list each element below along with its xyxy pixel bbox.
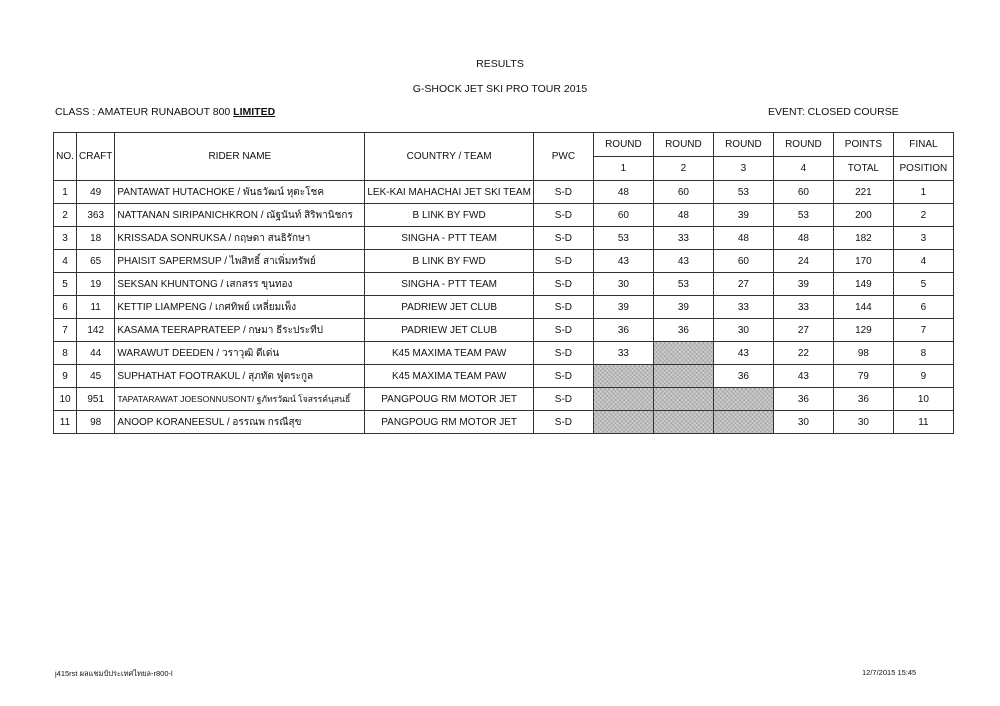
cell-round-1	[593, 365, 653, 388]
cell-round-2: 43	[653, 250, 713, 273]
cell-rider-name: TAPATARAWAT JOESONNUSONT/ ฐภัทรวัฒน์ โจสรรค์นุสนธิ์	[115, 388, 365, 411]
cell-pwc: S-D	[533, 342, 593, 365]
cell-country-team: B LINK BY FWD	[365, 204, 534, 227]
cell-round-4: 60	[773, 181, 833, 204]
cell-round-1: 60	[593, 204, 653, 227]
cell-no: 3	[54, 227, 77, 250]
cell-round-2	[653, 342, 713, 365]
cell-round-1: 48	[593, 181, 653, 204]
cell-round-2	[653, 365, 713, 388]
table-row	[54, 296, 954, 319]
event-label: EVENT: CLOSED COURSE	[768, 106, 899, 118]
header-points: POINTS	[833, 133, 893, 157]
header-pwc: PWC	[533, 133, 593, 181]
cell-final-position: 11	[893, 411, 953, 434]
cell-final-position: 6	[893, 296, 953, 319]
cell-final-position: 1	[893, 181, 953, 204]
class-prefix: CLASS : AMATEUR RUNABOUT 800	[55, 106, 231, 118]
cell-no: 2	[54, 204, 77, 227]
cell-rider-name: ANOOP KORANEESUL / อรรณพ กรณีสุข	[115, 411, 365, 434]
cell-rider-name: KRISSADA SONRUKSA / กฤษดา สนธิรักษา	[115, 227, 365, 250]
cell-rider-name: NATTANAN SIRIPANICHKRON / ณัฐนันท์ สิริพานิชกร	[115, 204, 365, 227]
cell-round-3: 27	[713, 273, 773, 296]
cell-points-total: 79	[833, 365, 893, 388]
cell-rider-name: SUPHATHAT FOOTRAKUL / สุภทัต ฟูตระกูล	[115, 365, 365, 388]
header-no: NO.	[54, 133, 77, 181]
cell-no: 9	[54, 365, 77, 388]
table-row	[54, 411, 954, 434]
cell-country-team: PADRIEW JET CLUB	[365, 319, 534, 342]
cell-round-3	[713, 388, 773, 411]
cell-points-total: 30	[833, 411, 893, 434]
cell-craft: 19	[77, 273, 115, 296]
cell-country-team: B LINK BY FWD	[365, 250, 534, 273]
header-country-team: COUNTRY / TEAM	[365, 133, 534, 181]
cell-round-4: 43	[773, 365, 833, 388]
cell-round-1: 36	[593, 319, 653, 342]
cell-craft: 951	[77, 388, 115, 411]
cell-round-1: 53	[593, 227, 653, 250]
cell-no: 6	[54, 296, 77, 319]
footer-file-label: j415rst ผลแชมป์ประเทศไทยล-r800-l	[55, 669, 173, 678]
header-row-top	[54, 133, 954, 157]
cell-rider-name: WARAWUT DEEDEN / วราวุฒิ ดีเด่น	[115, 342, 365, 365]
cell-country-team: SINGHA - PTT TEAM	[365, 227, 534, 250]
cell-final-position: 2	[893, 204, 953, 227]
cell-points-total: 221	[833, 181, 893, 204]
cell-round-4: 48	[773, 227, 833, 250]
cell-country-team: K45 MAXIMA TEAM PAW	[365, 342, 534, 365]
table-row	[54, 204, 954, 227]
cell-no: 1	[54, 181, 77, 204]
cell-no: 8	[54, 342, 77, 365]
cell-pwc: S-D	[533, 204, 593, 227]
header-position: POSITION	[893, 157, 953, 181]
cell-round-1	[593, 411, 653, 434]
table-row	[54, 342, 954, 365]
table-row	[54, 365, 954, 388]
cell-final-position: 5	[893, 273, 953, 296]
cell-round-2: 33	[653, 227, 713, 250]
cell-round-1: 33	[593, 342, 653, 365]
cell-final-position: 3	[893, 227, 953, 250]
cell-craft: 44	[77, 342, 115, 365]
header-round-2: ROUND	[653, 133, 713, 157]
cell-craft: 65	[77, 250, 115, 273]
cell-round-3: 60	[713, 250, 773, 273]
class-suffix: LIMITED	[233, 106, 276, 118]
cell-country-team: SINGHA - PTT TEAM	[365, 273, 534, 296]
cell-points-total: 149	[833, 273, 893, 296]
cell-round-3: 43	[713, 342, 773, 365]
cell-round-3: 39	[713, 204, 773, 227]
cell-rider-name: KETTIP LIAMPENG / เกศทิพย์ เหลี่ยมเพ็ง	[115, 296, 365, 319]
header-round-num-1: 1	[593, 157, 653, 181]
cell-round-1: 30	[593, 273, 653, 296]
cell-no: 7	[54, 319, 77, 342]
cell-craft: 18	[77, 227, 115, 250]
results-body	[54, 181, 954, 434]
cell-round-3: 53	[713, 181, 773, 204]
cell-craft: 363	[77, 204, 115, 227]
cell-rider-name: PANTAWAT HUTACHOKE / พันธวัฒน์ หุตะโชค	[115, 181, 365, 204]
cell-points-total: 98	[833, 342, 893, 365]
cell-round-4: 53	[773, 204, 833, 227]
cell-country-team: PANGPOUG RM MOTOR JET	[365, 411, 534, 434]
cell-craft: 49	[77, 181, 115, 204]
cell-round-1	[593, 388, 653, 411]
cell-pwc: S-D	[533, 296, 593, 319]
cell-round-4: 30	[773, 411, 833, 434]
cell-final-position: 9	[893, 365, 953, 388]
cell-country-team: LEK-KAI MAHACHAI JET SKI TEAM	[365, 181, 534, 204]
cell-points-total: 36	[833, 388, 893, 411]
cell-pwc: S-D	[533, 411, 593, 434]
cell-round-4: 36	[773, 388, 833, 411]
header-round-num-3: 3	[713, 157, 773, 181]
header-final: FINAL	[893, 133, 953, 157]
cell-rider-name: PHAISIT SAPERMSUP / ไพสิทธิ์ สาเพิ่มทรัพย์	[115, 250, 365, 273]
cell-points-total: 129	[833, 319, 893, 342]
cell-final-position: 7	[893, 319, 953, 342]
cell-pwc: S-D	[533, 319, 593, 342]
cell-round-2: 36	[653, 319, 713, 342]
cell-round-4: 22	[773, 342, 833, 365]
cell-no: 11	[54, 411, 77, 434]
cell-points-total: 200	[833, 204, 893, 227]
cell-round-1: 39	[593, 296, 653, 319]
cell-round-2	[653, 411, 713, 434]
cell-craft: 142	[77, 319, 115, 342]
table-row	[54, 388, 954, 411]
cell-pwc: S-D	[533, 227, 593, 250]
cell-round-2: 60	[653, 181, 713, 204]
class-label	[55, 106, 275, 118]
cell-pwc: S-D	[533, 273, 593, 296]
header-round-3: ROUND	[713, 133, 773, 157]
cell-round-4: 33	[773, 296, 833, 319]
cell-round-4: 39	[773, 273, 833, 296]
cell-points-total: 144	[833, 296, 893, 319]
cell-craft: 98	[77, 411, 115, 434]
cell-pwc: S-D	[533, 250, 593, 273]
table-row	[54, 227, 954, 250]
cell-no: 5	[54, 273, 77, 296]
cell-round-3: 48	[713, 227, 773, 250]
header-craft: CRAFT	[77, 133, 115, 181]
cell-round-2: 48	[653, 204, 713, 227]
cell-round-4: 24	[773, 250, 833, 273]
cell-no: 10	[54, 388, 77, 411]
cell-no: 4	[54, 250, 77, 273]
header-rider-name: RIDER NAME	[115, 133, 365, 181]
table-row	[54, 181, 954, 204]
cell-round-2: 53	[653, 273, 713, 296]
table-row	[54, 319, 954, 342]
cell-craft: 11	[77, 296, 115, 319]
cell-round-2	[653, 388, 713, 411]
cell-final-position: 4	[893, 250, 953, 273]
footer-timestamp: 12/7/2015 15:45	[862, 668, 917, 677]
header-round-4: ROUND	[773, 133, 833, 157]
header-total: TOTAL	[833, 157, 893, 181]
cell-round-3: 33	[713, 296, 773, 319]
cell-craft: 45	[77, 365, 115, 388]
cell-final-position: 10	[893, 388, 953, 411]
header-round-1: ROUND	[593, 133, 653, 157]
table-row	[54, 273, 954, 296]
header-round-num-4: 4	[773, 157, 833, 181]
cell-round-3: 30	[713, 319, 773, 342]
cell-round-1: 43	[593, 250, 653, 273]
cell-rider-name: KASAMA TEERAPRATEEP / กษมา ธีระประทีป	[115, 319, 365, 342]
cell-pwc: S-D	[533, 181, 593, 204]
cell-final-position: 8	[893, 342, 953, 365]
cell-round-4: 27	[773, 319, 833, 342]
cell-round-3: 36	[713, 365, 773, 388]
results-table	[53, 132, 954, 434]
table-row	[54, 250, 954, 273]
cell-points-total: 170	[833, 250, 893, 273]
event-series-title: G-SHOCK JET SKI PRO TOUR 2015	[412, 83, 588, 95]
cell-points-total: 182	[833, 227, 893, 250]
cell-pwc: S-D	[533, 365, 593, 388]
cell-country-team: PANGPOUG RM MOTOR JET	[365, 388, 534, 411]
cell-country-team: K45 MAXIMA TEAM PAW	[365, 365, 534, 388]
cell-rider-name: SEKSAN KHUNTONG / เสกสรร ขุนทอง	[115, 273, 365, 296]
header-round-num-2: 2	[653, 157, 713, 181]
results-title: RESULTS	[476, 58, 524, 70]
cell-round-2: 39	[653, 296, 713, 319]
cell-pwc: S-D	[533, 388, 593, 411]
cell-round-3	[713, 411, 773, 434]
cell-country-team: PADRIEW JET CLUB	[365, 296, 534, 319]
